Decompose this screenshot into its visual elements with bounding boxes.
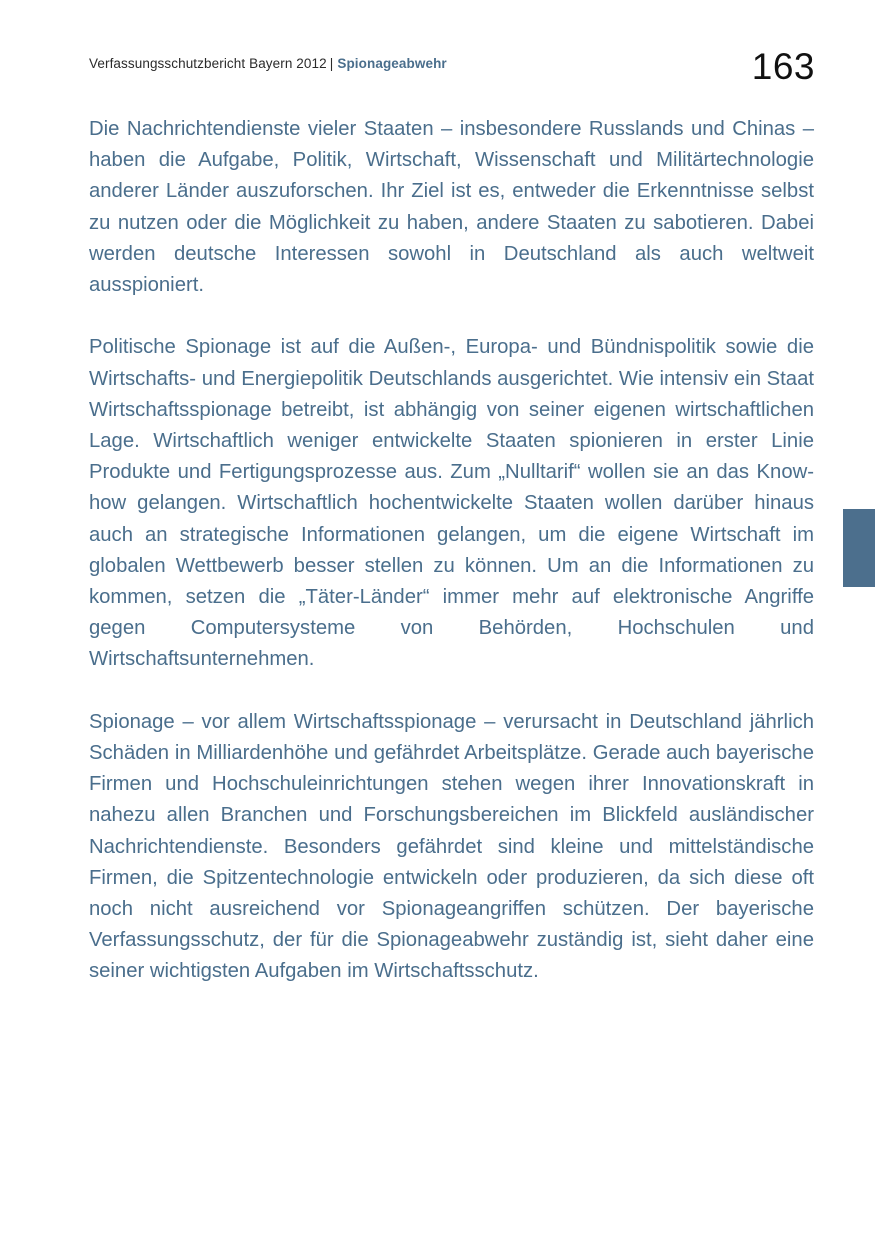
paragraph-3: Spionage – vor allem Wirtschaftsspionage – verursacht in Deutschland jährlich Schäden in Milliardenhöhe und gefährdet Arbeitsplätze. Gerade auch bayerische Firmen und Hochschuleinrichtungen stehen wegen ihrer Innovationskraft in nahezu allen Branchen und Forschungsbereichen im Blickfeld ausländischer Nachrichtendienste. Besonders gefährdet sind kleine und mittelständische Firmen, die Spitzentechnologie entwickeln oder produzieren, da sich diese oft noch nicht ausreichend vor Spionageangriffen schützen. Der bayerische Verfassungsschutz, der für die Spionageabwehr zuständig ist, sieht daher eine seiner wichtigsten Aufgaben im Wirtschaftsschutz. bbox=[89, 710, 814, 983]
paragraph-1: Die Nachrichtendienste vieler Staaten – insbesondere Russlands und Chinas – haben die Aufgabe, Politik, Wirtschaft, Wissenschaft und Militärtechnologie anderer Länder auszuforschen. Ihr Ziel ist es, entweder die Erkenntnisse selbst zu nutzen oder die Möglichkeit zu haben, andere Staaten zu sabotieren. Dabei werden deutsche Interessen sowohl in Deutschland als auch weltweit ausspioniert. bbox=[89, 118, 814, 297]
page-number: 163 bbox=[751, 46, 815, 87]
report-title: Verfassungsschutzbericht Bayern 2012 bbox=[89, 56, 327, 71]
body-text bbox=[89, 114, 814, 1019]
section-title: Spionageabwehr bbox=[337, 56, 447, 71]
header-separator: | bbox=[329, 56, 334, 71]
chapter-tab-marker bbox=[843, 509, 875, 587]
running-header bbox=[89, 56, 447, 71]
paragraph-2: Politische Spionage ist auf die Außen-, Europa- und Bündnispolitik sowie die Wirtschafts- und Energiepolitik Deutschlands ausgerichtet. Wie intensiv ein Staat Wirtschaftsspionage betreibt, ist abhängig von seiner eigenen wirtschaftlichen Lage. Wirtschaftlich weniger entwickelte Staaten spionieren in erster Linie Produkte und Fertigungsprozesse aus. Zum „Nulltarif“ wollen sie an das Know-how gelangen. Wirtschaftlich hochentwickelte Staaten wollen darüber hinaus auch an strategische Informationen gelangen, um die eigene Wirtschaft im globalen Wettbewerb besser stellen zu können. Um an die Informationen zu kommen, setzen die „Täter-Länder“ immer mehr auf elektronische Angriffe gegen Computersysteme von Behörden, Hochschulen und Wirtschaftsunternehmen. bbox=[89, 336, 814, 671]
